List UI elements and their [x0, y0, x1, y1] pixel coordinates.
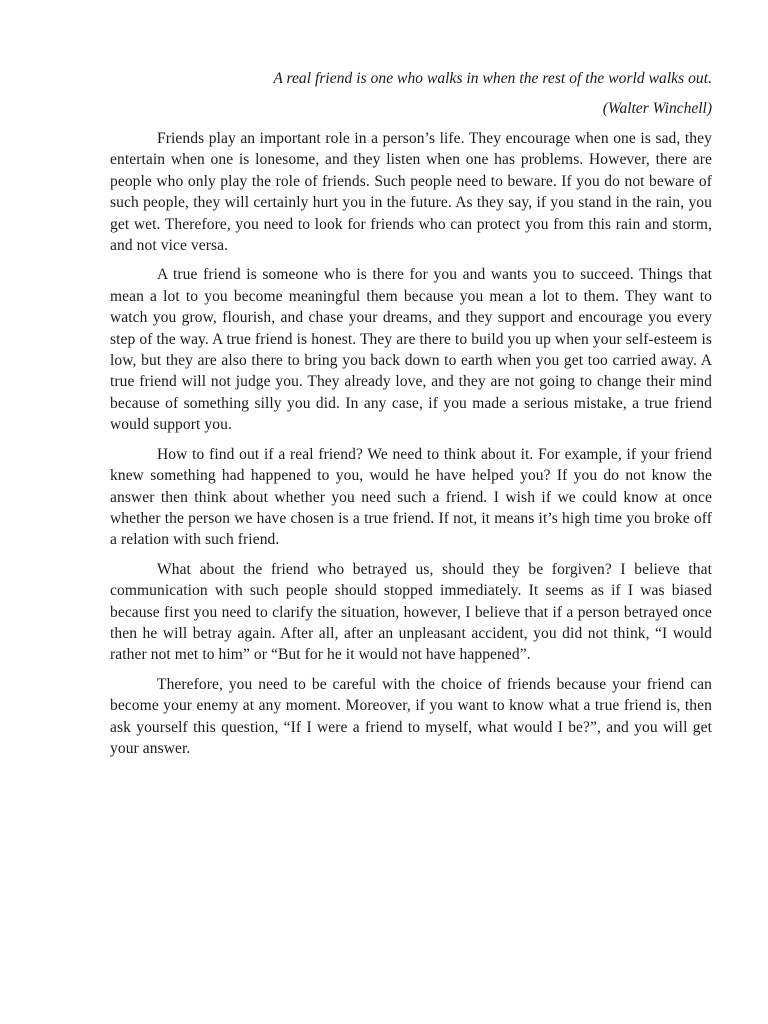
document-page [110, 68, 712, 759]
epigraph-attribution: (Walter Winchell) [602, 100, 712, 117]
epigraph-quote: A real friend is one who walks in when the rest of the world walks out. [273, 70, 712, 87]
body-paragraph-4: What about the friend who betrayed us, should they be forgiven? I believe that communication with such people should stopped immediately. It seems as if I was biased because first you need to clarify the situation, however, I believe that if a person betrayed once then he will betray again. After all, after an unpleasant accident, you did not think, “I would rather not met to him” or “But for he it would not have happened”. [110, 560, 712, 664]
body-paragraph-2: A true friend is someone who is there for you and wants you to succeed. Things that mean a lot to you become meaningful them because you mean a lot to them. They want to watch you grow, flourish, and chase your dreams, and they support and encourage you every step of the way. A true friend is honest. They are there to build you up when your self-esteem is low, but they are also there to bring you back down to earth when you get too carried away. A true friend will not judge you. They already love, and they are not going to change their mind because of something silly you did. In any case, if you made a serious mistake, a true friend would support you. [110, 266, 712, 434]
body-paragraph-5: Therefore, you need to be careful with the choice of friends because your friend can become your enemy at any moment. Moreover, if you want to know what a true friend is, then ask yourself this question, “If I were a friend to myself, what would I be?”, and you will get your answer. [110, 675, 712, 757]
body-paragraph-3: How to find out if a real friend? We need to think about it. For example, if your friend knew something had happened to you, would he have helped you? If you do not know the answer then think about whether you need such a friend. I wish if we could know at once whether the person we have chosen is a true friend. If not, it means it’s high time you broke off a relation with such friend. [110, 445, 712, 549]
body-paragraph-1: Friends play an important role in a person’s life. They encourage when one is sad, they entertain when one is lonesome, and they listen when one has problems. However, there are people who only play the role of friends. Such people need to beware. If you do not beware of such people, they will certainly hurt you in the future. As they say, if you stand in the rain, you get wet. Therefore, you need to look for friends who can protect you from this rain and storm, and not vice versa. [110, 130, 712, 255]
